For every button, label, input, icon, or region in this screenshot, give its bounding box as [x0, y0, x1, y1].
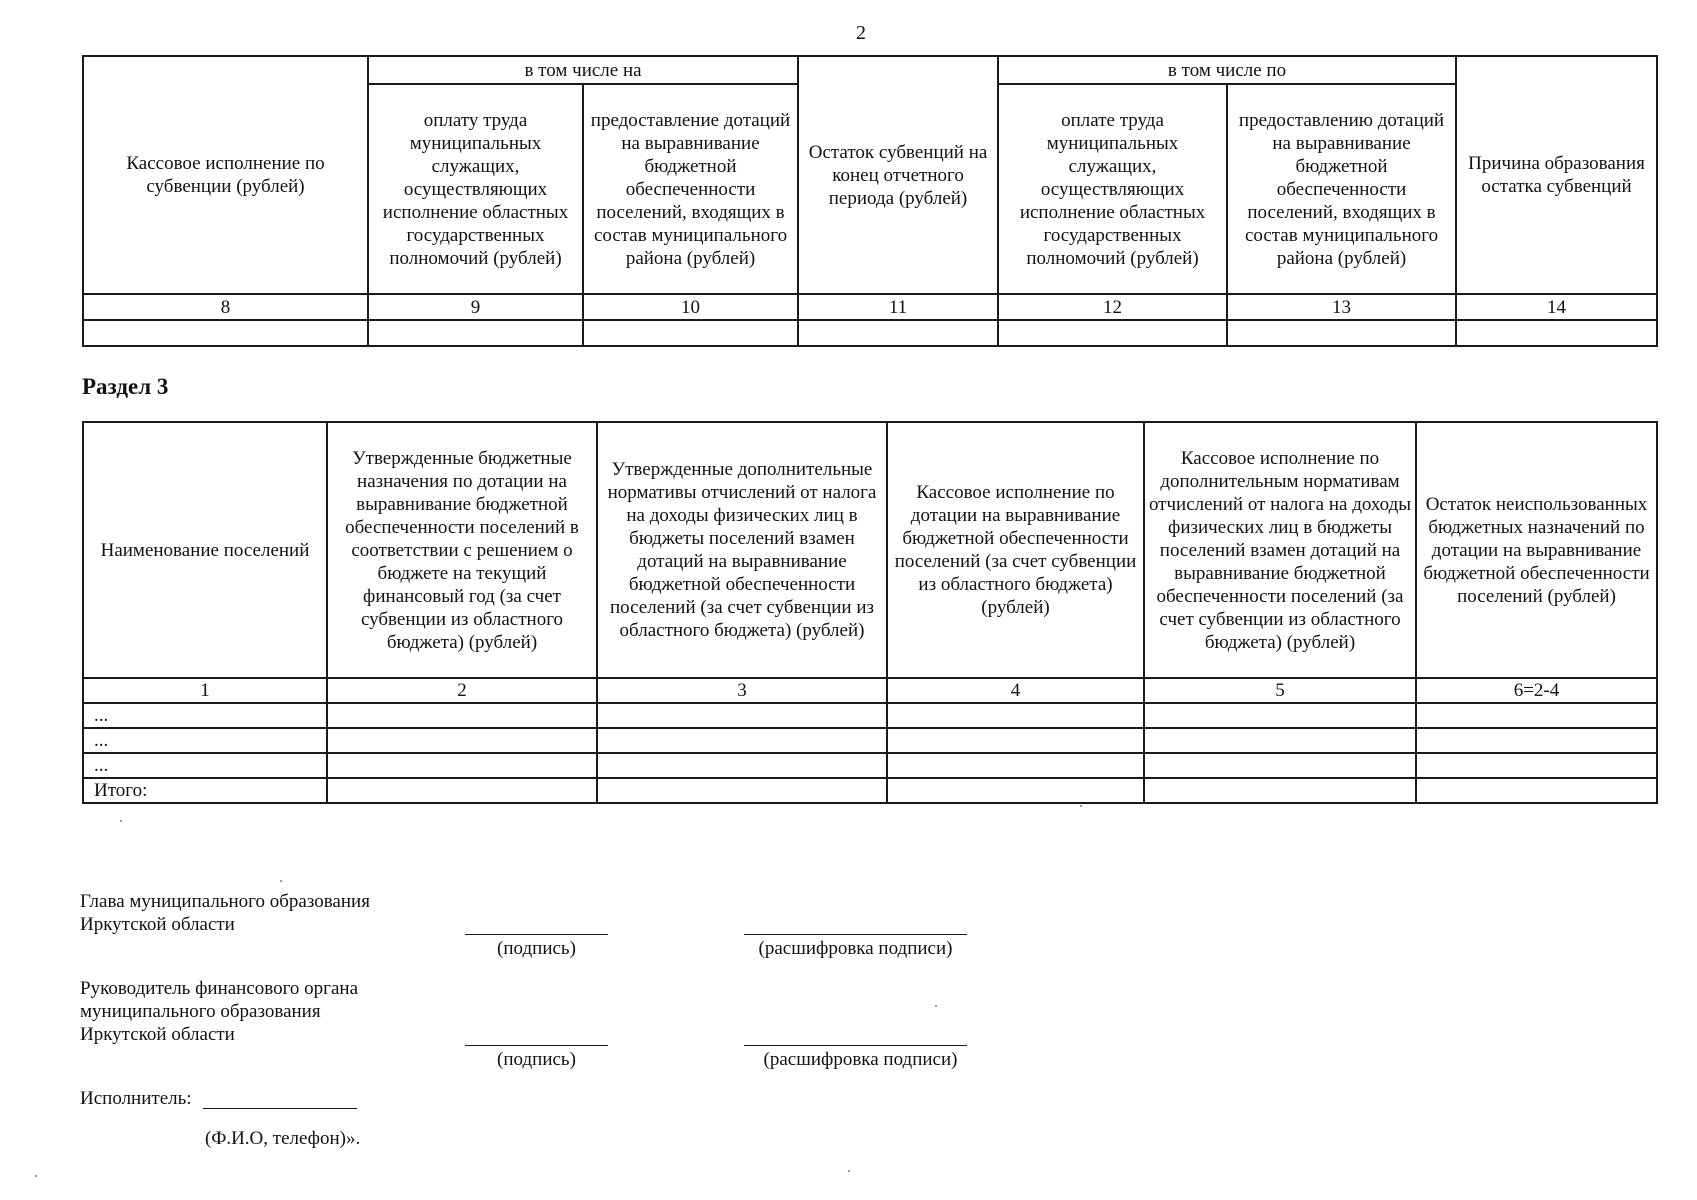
column-number: 14: [1456, 294, 1657, 320]
header-salary-payment: оплату труда муниципальных служащих, осуществляющих исполнение областных государственных полномочий (рублей): [368, 84, 583, 294]
table-cell: [998, 320, 1227, 346]
table-row: [83, 728, 1657, 753]
finance-head-label-line: Иркутской области: [80, 1024, 235, 1045]
table-cell: [887, 778, 1144, 803]
head-label: [80, 890, 370, 936]
column-numbers-row: [83, 678, 1657, 703]
scan-dot: [35, 1175, 37, 1177]
header-salary-payment-by: оплате труда муниципальных служащих, осуществляющих исполнение областных государственных полномочий (рублей): [998, 84, 1227, 294]
header-remainder-reason: Причина образования остатка субвенций: [1456, 56, 1657, 294]
finance-head-label: [80, 977, 358, 1046]
table-cell: [1144, 778, 1416, 803]
column-number: 6=2-4: [1416, 678, 1657, 703]
column-numbers-row: [83, 294, 1657, 320]
table-cell: [368, 320, 583, 346]
settlement-name-cell: ...: [83, 728, 327, 753]
table-cell: [597, 728, 887, 753]
executor-caption: (Ф.И.О, телефон)».: [205, 1128, 361, 1149]
table-cell: [583, 320, 798, 346]
settlement-name-cell: ...: [83, 703, 327, 728]
signature-decode-caption: (расшифровка подписи): [763, 1049, 958, 1070]
table-cell: [1416, 778, 1657, 803]
table-cell: [1144, 703, 1416, 728]
header-additional-norms: Утвержденные дополнительные нормативы отчислений от налога на доходы физических лиц в бюджеты поселений взамен дотаций на выравнивание бюджетной обеспеченности поселений (за счет субвенции из областного бюджета) (рублей): [597, 422, 887, 678]
table-row: [83, 703, 1657, 728]
column-number: 1: [83, 678, 327, 703]
signature-decode-caption: (расшифровка подписи): [758, 938, 953, 959]
table-cell: [327, 728, 597, 753]
total-row: [83, 778, 1657, 803]
executor-line: [203, 1108, 357, 1109]
signature-caption: (подпись): [497, 938, 576, 959]
table-cell: [1227, 320, 1456, 346]
header-unused-remainder: Остаток неиспользованных бюджетных назначений по дотации на выравнивание бюджетной обеспеченности поселений (рублей): [1416, 422, 1657, 678]
table-row: [83, 320, 1657, 346]
header-group-including-for: в том числе на: [368, 56, 798, 84]
header-cash-execution-subsidy: Кассовое исполнение по дотации на выравнивание бюджетной обеспеченности поселений (за счет субвенции из областного бюджета) (рублей): [887, 422, 1144, 678]
finance-head-label-line: муниципального образования: [80, 1001, 321, 1022]
header-subsidy-provision: предоставление дотаций на выравнивание бюджетной обеспеченности поселений, входящих в состав муниципального района (рублей): [583, 84, 798, 294]
executor-label: Исполнитель:: [80, 1088, 192, 1109]
column-number: 5: [1144, 678, 1416, 703]
header-cash-execution-norms: Кассовое исполнение по дополнительным нормативам отчислений от налога на доходы физических лиц в бюджеты поселений взамен дотаций на выравнивание бюджетной обеспеченности поселений (за счет субвенции из областного бюджета) (рублей): [1144, 422, 1416, 678]
table-cell: [1416, 753, 1657, 778]
finance-head-label-line: Руководитель финансового органа: [80, 978, 359, 999]
table-cell: [327, 778, 597, 803]
table-cell: [1416, 703, 1657, 728]
table-cell: [887, 728, 1144, 753]
table-cell: [887, 753, 1144, 778]
scan-dot: [120, 820, 122, 822]
header-remaining-subvention: Остаток субвенций на конец отчетного периода (рублей): [798, 56, 998, 294]
header-cash-execution: Кассовое исполнение по субвенции (рублей): [83, 56, 368, 294]
header-group-including-by: в том числе по: [998, 56, 1456, 84]
column-number: 13: [1227, 294, 1456, 320]
table-cell: [887, 703, 1144, 728]
header-settlement-name: Наименование поселений: [83, 422, 327, 678]
signature-caption: (подпись): [497, 1049, 576, 1070]
column-number: 11: [798, 294, 998, 320]
settlements-subsidy-table: [82, 421, 1658, 804]
scan-dot: [1080, 805, 1082, 807]
column-number: 8: [83, 294, 368, 320]
table-cell: [1144, 753, 1416, 778]
scan-dot: [848, 1170, 850, 1172]
table-cell: [597, 778, 887, 803]
table-cell: [798, 320, 998, 346]
settlement-name-cell: ...: [83, 753, 327, 778]
column-number: 9: [368, 294, 583, 320]
signature-line: [465, 934, 608, 935]
signature-line: [465, 1045, 608, 1046]
subvention-execution-table: [82, 55, 1658, 347]
signature-decode-line: [744, 1045, 967, 1046]
signature-decode-line: [744, 934, 967, 935]
total-label: Итого:: [83, 778, 327, 803]
column-number: 10: [583, 294, 798, 320]
section-3-title: Раздел 3: [82, 374, 169, 399]
column-number: 4: [887, 678, 1144, 703]
column-number: 3: [597, 678, 887, 703]
column-number: 12: [998, 294, 1227, 320]
scan-dot: [280, 880, 282, 882]
table-cell: [597, 753, 887, 778]
table-cell: [1456, 320, 1657, 346]
head-label-line: Иркутской области: [80, 914, 235, 935]
scan-dot: [935, 1005, 937, 1007]
table-cell: [83, 320, 368, 346]
table-cell: [1144, 728, 1416, 753]
page-number: 2: [856, 22, 866, 44]
table-cell: [327, 753, 597, 778]
table-cell: [327, 703, 597, 728]
table-cell: [1416, 728, 1657, 753]
head-label-line: Глава муниципального образования: [80, 891, 370, 912]
table-row: [83, 753, 1657, 778]
table-cell: [597, 703, 887, 728]
column-number: 2: [327, 678, 597, 703]
header-approved-budget: Утвержденные бюджетные назначения по дотации на выравнивание бюджетной обеспеченности поселений в соответствии с решением о бюджете на текущий финансовый год (за счет субвенции из областного бюджета) (рублей): [327, 422, 597, 678]
header-subsidy-provision-by: предоставлению дотаций на выравнивание бюджетной обеспеченности поселений, входящих в состав муниципального района (рублей): [1227, 84, 1456, 294]
